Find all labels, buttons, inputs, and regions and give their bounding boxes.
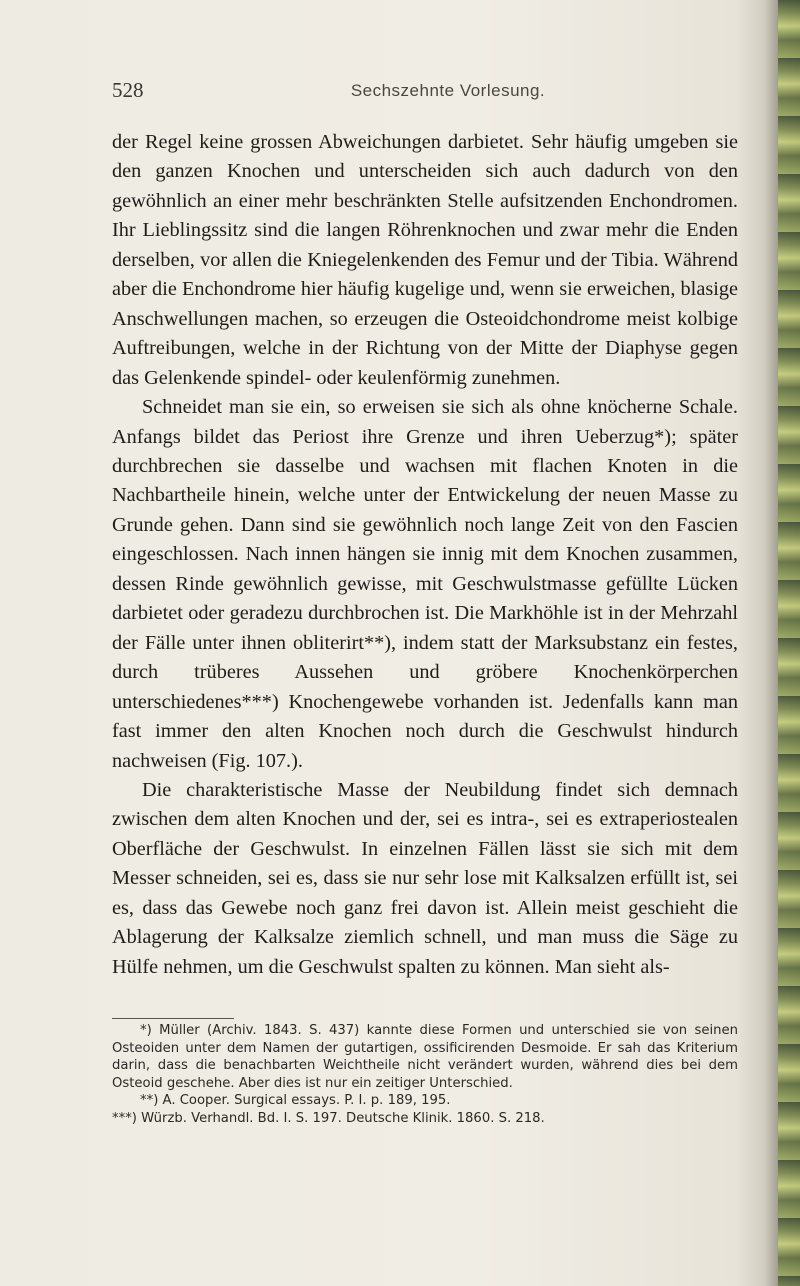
page-gutter-shadow	[764, 0, 778, 1286]
page-number: 528	[112, 78, 144, 102]
paragraph-1: der Regel keine grossen Abweichungen darbietet. Sehr häufig umgeben sie den ganzen Knochen und unterscheiden sich auch dadurch von den gewöhnlich an einer mehr beschränkten Stelle aufsitzenden Enchondromen. Ihr Lieblingssitz sind die langen Röhrenknochen und zwar mehr die Enden derselben, vor allen die Kniegelenkenden des Femur und der Tibia. Während aber die Enchondrome hier häufig kugelige und, wenn sie erweichen, blasige Anschwellungen machen, so erzeugen die Osteoidchondrome meist kolbige Auftreibungen, welche in der Richtung von der Mitte der Diaphyse gegen das Gelenkende spindel- oder keulenförmig zunehmen.	[112, 131, 738, 389]
footnote-rule	[112, 1018, 234, 1019]
footnote-3: ***) Würzb. Verhandl. Bd. I. S. 197. Deutsche Klinik. 1860. S. 218.	[112, 1110, 545, 1126]
running-head: Sechszehnte Vorlesung.	[350, 81, 546, 100]
body-text	[112, 128, 738, 982]
book-edge	[778, 0, 800, 1286]
page-header	[112, 78, 732, 110]
footnote-2: **) A. Cooper. Surgical essays. P. I. p. 189, 195.	[140, 1093, 451, 1109]
paragraph-3: Die charakteristische Masse der Neubildung findet sich demnach zwischen dem alten Knochen und der, sei es intra-, sei es extraperiostealen Oberfläche der Geschwulst. In einzelnen Fällen lässt sie sich mit dem Messer schneiden, sei es, dass sie nur sehr lose mit Kalksalzen erfüllt ist, sei es, dass das Gewebe noch ganz frei davon ist. Allein meist geschieht die Ablagerung der Kalksalze ziemlich schnell, und man muss die Säge zu Hülfe nehmen, um die Geschwulst spalten zu können. Man sieht als-	[112, 778, 738, 978]
paragraph-2: Schneidet man sie ein, so erweisen sie sich als ohne knöcherne Schale. Anfangs bildet das Periost ihre Grenze und ihren Ueberzug*); später durchbrechen sie dasselbe und wachsen mit flachen Knoten in die Nachbartheile hinein, welche unter der Entwickelung der neuen Masse zu Grunde gehen. Dann sind sie gewöhnlich noch lange Zeit von den Fascien eingeschlossen. Nach innen hängen sie innig mit dem Knochen zusammen, dessen Rinde gewöhnlich gewisse, mit Geschwulstmasse gefüllte Lücken darbietet oder geradezu durchbrochen ist. Die Markhöhle ist in der Mehrzahl der Fälle unter ihnen obliterirt**), indem statt der Marksubstanz ein festes, durch trüberes Aussehen und gröbere Knochenkörperchen unterschiedenes***) Knochengewebe vorhanden ist. Jedenfalls kann man fast immer den alten Knochen noch durch die Geschwulst hindurch nachweisen (Fig. 107.).	[112, 396, 738, 772]
footnote-1: *) Müller (Archiv. 1843. S. 437) kannte diese Formen und unterschied sie von seinen Osteoiden unter dem Namen der gutartigen, ossificirenden Desmoide. Er sah das Kriterium darin, dass die benachbarten Weichtheile nicht verändert wurden, während dies bei dem Osteoid geschehe. Aber dies ist nur ein zeitiger Unterschied.	[112, 1023, 738, 1091]
footnotes	[112, 1022, 738, 1128]
